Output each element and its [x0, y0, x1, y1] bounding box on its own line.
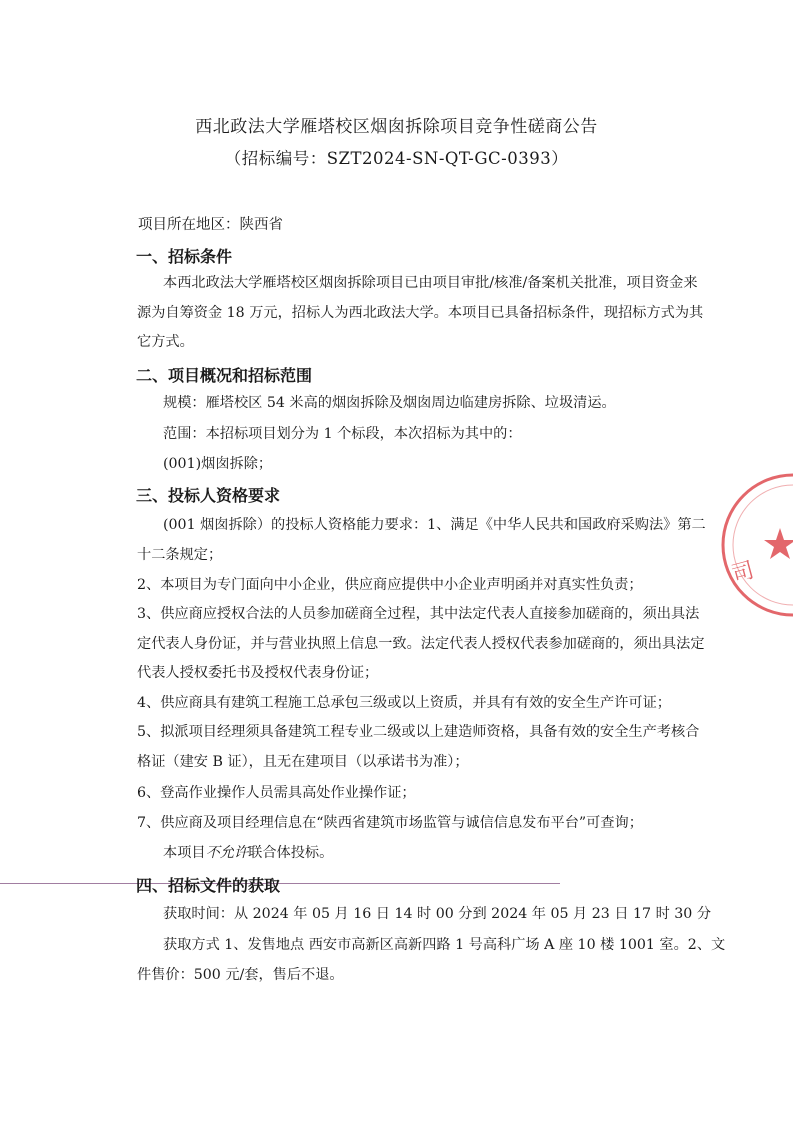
section-heading-1: 一、招标条件: [136, 247, 233, 266]
joint-bid-prefix: 本项目: [163, 845, 206, 861]
qualification-line: (001 烟囱拆除）的投标人资格能力要求：1、满足《中华人民共和国政府采购法》第二: [163, 517, 706, 533]
qualification-line: 5、拟派项目经理须具备建筑工程专业二级或以上建造师资格，具备有效的安全生产考核合: [137, 724, 700, 740]
qualification-line: 7、供应商及项目经理信息在“陕西省建筑市场监管与诚信信息发布平台”可查询；: [137, 815, 643, 831]
acquisition-time: 获取时间：从 2024 年 05 月 16 日 14 时 00 分到 2024 年 05 月 23 日 17 时 30 分: [163, 906, 712, 922]
paragraph-line: 本西北政法大学雁塔校区烟囱拆除项目已由项目审批/核准/备案机关批准，项目资金来: [163, 275, 698, 291]
paragraph-line: 源为自筹资金 18 万元，招标人为西北政法大学。本项目已具备招标条件，现招标方式为其: [137, 305, 704, 321]
joint-bid-suffix: 联合体投标。: [248, 845, 334, 861]
qualification-line: 代表人授权委托书及授权代表身份证；: [137, 665, 379, 681]
qualification-line: 2、本项目为专门面向中小企业，供应商应提供中小企业声明函并对真实性负责；: [137, 577, 643, 593]
scale-line: 规模：雁塔校区 54 米高的烟囱拆除及烟囱周边临建房拆除、垃圾清运。: [163, 395, 616, 411]
lot-line: (001)烟囱拆除；: [163, 456, 273, 472]
qualification-line: 格证（建安 B 证），且无在建项目（以承诺书为准）；: [137, 754, 469, 770]
seal-star-icon: [764, 528, 793, 559]
acquisition-method: 获取方式 1、发售地点 西安市高新区高新四路 1 号高科广场 A 座 10 楼 1001 室。2、文: [163, 937, 726, 953]
joint-bid-emphasis: 不允许: [205, 845, 249, 861]
project-region: 项目所在地区：陕西省: [138, 217, 283, 233]
qualification-line: 定代表人身份证，并与营业执照上信息一致。法定代表人授权代表参加磋商的，须出具法定: [137, 636, 705, 652]
scope-line: 范围：本招标项目划分为 1 个标段，本次招标为其中的：: [163, 426, 522, 442]
official-seal-stamp: [718, 470, 793, 620]
acquisition-method: 件售价：500 元/套，售后不退。: [137, 967, 344, 983]
qualification-line: 4、供应商具有建筑工程施工总承包三级或以上资质，并具有有效的安全生产许可证；: [137, 695, 671, 711]
document-title: 西北政法大学雁塔校区烟囱拆除项目竞争性磋商公告: [195, 117, 598, 137]
section-heading-2: 二、项目概况和招标范围: [136, 366, 313, 385]
section-heading-3: 三、投标人资格要求: [136, 486, 281, 505]
section-heading-4: 四、招标文件的获取: [136, 876, 281, 895]
qualification-line: 十二条规定；: [137, 547, 223, 563]
seal-text: 司: [729, 557, 757, 588]
paragraph-line: 它方式。: [137, 334, 194, 350]
qualification-line: 3、供应商应授权合法的人员参加磋商全过程，其中法定代表人直接参加磋商的，须出具法: [137, 606, 700, 622]
qualification-line: 6、登高作业操作人员需具高处作业操作证；: [137, 785, 416, 801]
joint-bid-line: [163, 843, 333, 863]
tender-number: （招标编号：SZT2024-SN-QT-GC-0393）: [224, 149, 569, 168]
